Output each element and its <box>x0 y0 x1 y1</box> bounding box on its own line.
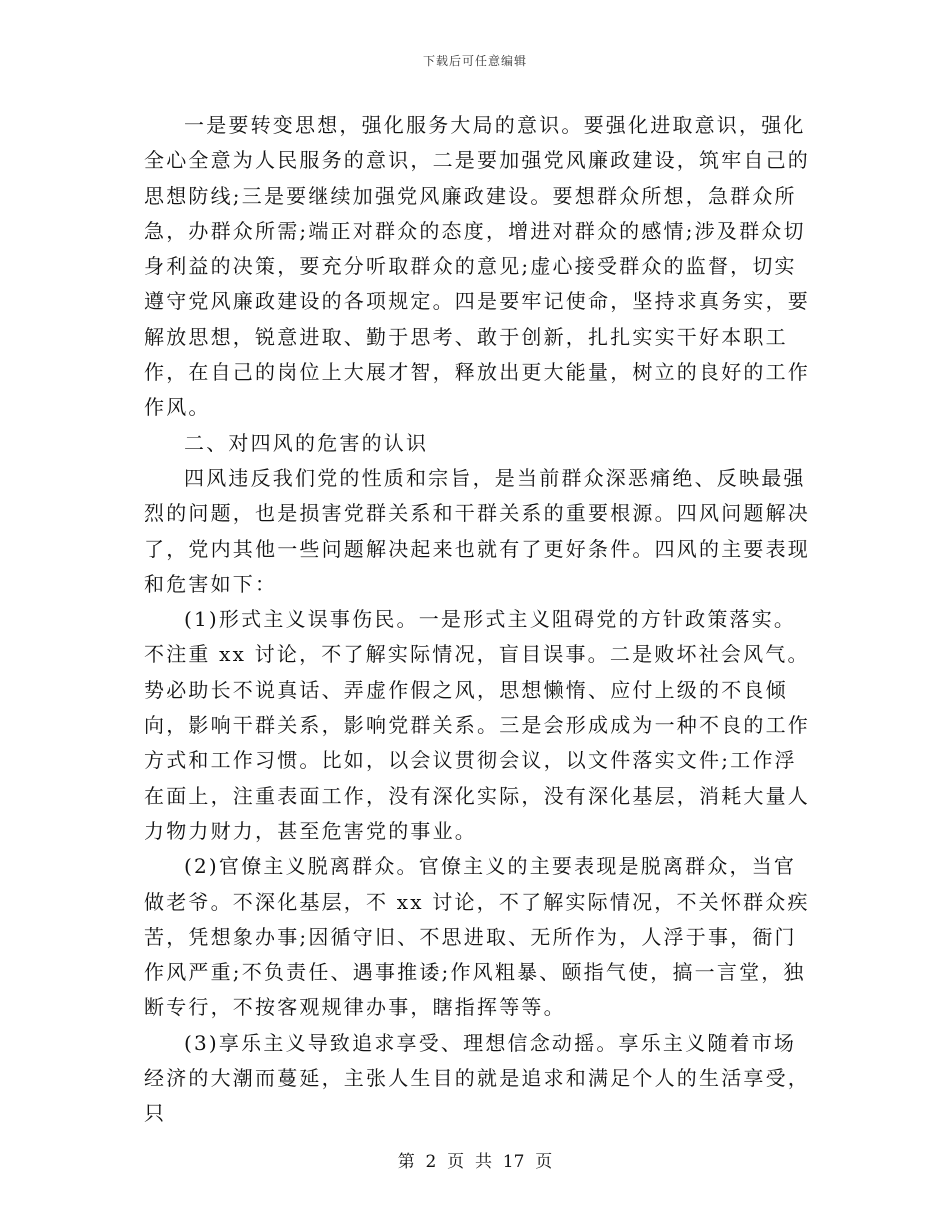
paragraph-5: (3)享乐主义导致追求享受、理想信念动摇。享乐主义随着市场经济的大潮而蔓延，主张人生目的就是追求和满足个人的生活享受，只 <box>144 1030 810 1126</box>
paragraph-4: (2)官僚主义脱离群众。官僚主义的主要表现是脱离群众，当官做老爷。不深化基层，不 xx 讨论，不了解实际情况，不关怀群众疾苦，凭想象办事;因循守旧、不思进取、无所作为，人浮于事，衙门作风严重;不负责任、遇事推诿;作风粗暴、颐指气使，搞一言堂，独断专行，不按客观规律办事，瞎指挥等等。 <box>144 854 810 1020</box>
paragraph-1: 一是要转变思想，强化服务大局的意识。要强化进取意识，强化全心全意为人民服务的意识，二是要加强党风廉政建设，筑牢自己的思想防线;三是要继续加强党风廉政建设。要想群众所想，急群众所急，办群众所需;端正对群众的态度，增进对群众的感情;涉及群众切身利益的决策，要充分听取群众的意见;虚心接受群众的监督，切实遵守党风廉政建设的各项规定。四是要牢记使命，坚持求真务实，要解放思想，锐意进取、勤于思考、敢于创新，扎扎实实干好本职工作，在自己的岗位上大展才智，释放出更大能量，树立的良好的工作作风。 <box>144 113 810 420</box>
section-heading: 二、对四风的危害的认识 <box>184 430 429 455</box>
page-number-label: 第 2 页 共 17 页 <box>397 1152 553 1172</box>
page-number-footer <box>0 1147 950 1172</box>
document-body <box>144 108 814 1132</box>
page-header-note: 下载后可任意编辑 <box>422 54 527 68</box>
paragraph-3: (1)形式主义误事伤民。一是形式主义阻碍党的方针政策落实。不注重 xx 讨论，不了解实际情况，盲目误事。二是败坏社会风气。势必助长不说真话、弄虚作假之风，思想懒惰、应付上级的不良倾向，影响干群关系，影响党群关系。三是会形成成为一种不良的工作方式和工作习惯。比如，以会议贯彻会议，以文件落实文件;工作浮在面上，注重表面工作，没有深化实际，没有深化基层，消耗大量人力物力财力，甚至危害党的事业。 <box>144 607 810 843</box>
paragraph-2: 四风违反我们党的性质和宗旨，是当前群众深恶痛绝、反映最强烈的问题，也是损害党群关系和干群关系的重要根源。四风问题解决了，党内其他一些问题解决起来也就有了更好条件。四风的主要表现和危害如下： <box>144 465 810 596</box>
